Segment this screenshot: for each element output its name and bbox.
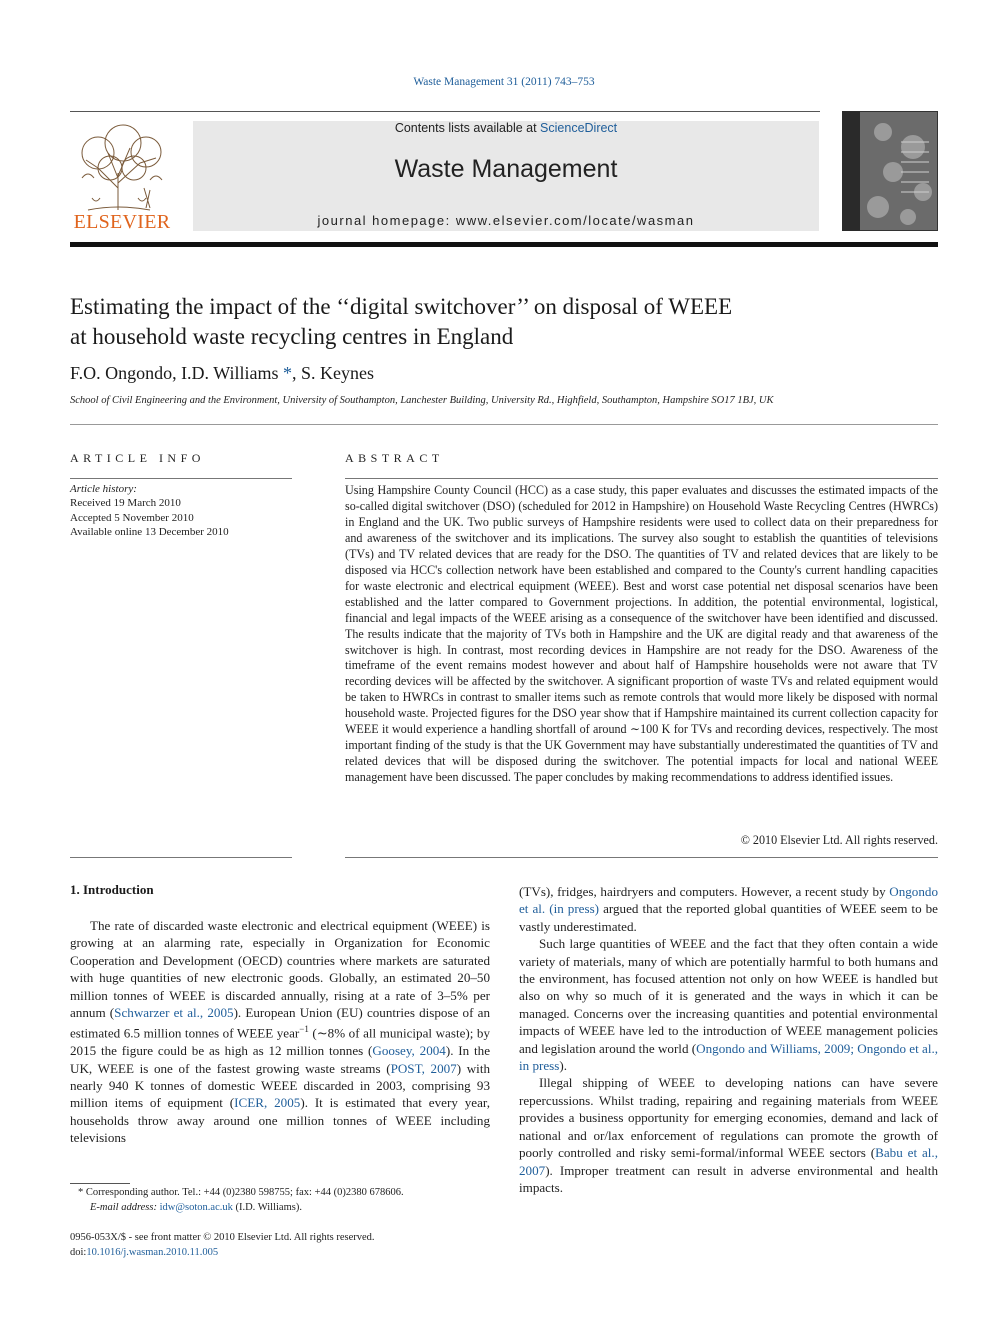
abstract-rule xyxy=(345,478,938,479)
issn-doi-block xyxy=(70,1231,375,1260)
article-info-rule xyxy=(70,478,292,479)
authors-last: , S. Keynes xyxy=(292,363,375,383)
header-divider xyxy=(70,111,820,112)
authors-first: F.O. Ongondo, I.D. Williams xyxy=(70,363,279,383)
journal-name: Waste Management xyxy=(394,155,618,183)
corresponding-author-footnote xyxy=(70,1186,500,1215)
footnote-contact: Corresponding author. Tel.: +44 (0)2380 598755; fax: +44 (0)2380 678606. xyxy=(83,1187,404,1198)
ref-schwarzer-2005[interactable]: Schwarzer et al., 2005 xyxy=(114,1005,234,1021)
elsevier-wordmark[interactable]: ELSEVIER xyxy=(73,211,171,233)
journal-citation[interactable]: Waste Management 31 (2011) 743–753 xyxy=(413,76,595,88)
article-history xyxy=(70,482,229,540)
author-email-link[interactable]: idw@soton.ac.uk xyxy=(159,1201,233,1213)
email-label: E-mail address: xyxy=(90,1201,160,1213)
intro-paragraph-2: Such large quantities of WEEE and the fact that they often contain a wide variety of materials, many of which are potentially harmful to both humans and the environment, has focused attention not only on how WEEE is handled but also on why so much of it is generated and the ways in which it can be managed. Concerns over the increasing quantities and potential environmental impacts of WEEE have led to the introduction of WEEE management policies and legislation around the world (Ongondo and Williams, 2009; Ongondo et al., in press). xyxy=(519,936,938,1074)
article-info-bottom-rule xyxy=(70,857,292,858)
title-line-1: Estimating the impact of the ‘‘digital switchover’’ on disposal of WEEE xyxy=(70,294,733,319)
body-column-right xyxy=(519,883,938,1196)
abstract-copyright: © 2010 Elsevier Ltd. All rights reserved. xyxy=(740,833,938,847)
history-label: Article history: xyxy=(70,483,137,495)
sciencedirect-link[interactable]: ScienceDirect xyxy=(540,121,618,135)
footnote-rule xyxy=(70,1183,130,1184)
doi-label: doi: xyxy=(70,1246,87,1258)
ref-goosey-2004[interactable]: Goosey, 2004 xyxy=(372,1043,446,1059)
author-list xyxy=(70,363,374,384)
title-line-2: at household waste recycling centres in England xyxy=(70,324,514,349)
footnote-mark: * xyxy=(78,1187,84,1198)
intro-paragraph-1-cont: (TVs), fridges, hairdryers and computers. However, a recent study by Ongondo et al. (in press) argued that the reported global quantities of WEEE seem to be vastly underestimated. xyxy=(519,884,938,934)
abstract-text: Using Hampshire County Council (HCC) as a case study, this paper evaluates and discusses the estimated impacts of the so-called digital switchover (DSO) (scheduled for 2012 in Hampshire) on Household Waste Recycling Centres (HWRCs) in England and the UK. Two public surveys of Hampshire residents were used to collect data on their preparedness for and awareness of the switchover and its implications. The survey also sought to establish the quantities of televisions (TVs) and TV related devices that are ready for the DSO. The quantities of TV and related devices that are likely to be disposed via HCC's collection network have been established and compared to the County's current handling capacities for waste electronic and electrical equipment (WEEE). Best and worst case potential net disposal scenarios have been established and the latter compared to Government projections. In addition, the potential environmental, logistical, financial and legal impacts of the WEEE arising as a consequence of the switchover have been identified and discussed. The results indicate that the majority of TVs both in Hampshire and the UK are digital ready and that awareness of the switchover is high. In contrast, most recording devices in Hampshire are not ready for the DSO. Awareness of the timeframe of the event remains modest however and about half of Hampshire households were not aware that TV recording devices will be affected by the switchover. A significant proportion of waste TVs and related equipment would be taken to HWRCs in contrast to smaller items such as remote controls that would more likely be disposed with normal household waste. Projected figures for the DSO year show that if Hampshire maintained its current collection capacity for WEEE it would experience a handling shortfall of around ∼100 K for TVs and recording devices, respectively. The most important finding of the study is that the UK Government may have substantially underestimated the quantities of TV and related devices that will be disposed during the switchover. The potential impacts for local and national WEEE management have been discussed. The paper concludes by making recommendations to address identified issues. xyxy=(345,483,938,785)
received-date: Received 19 March 2010 xyxy=(70,497,181,510)
intro-paragraph-3: Illegal shipping of WEEE to developing nations can have severe repercussions. Whilst trading, repairing and regaining materials from WEEE provides a business opportunity for emerging economies, demand and lack of national and or/lax enforcement of regulations can promote the growth of poorly controlled and risky semi-formal/informal WEEE sectors (Babu et al., 2007). Improper treatment can result in adverse environmental and health impacts. xyxy=(519,1075,938,1195)
article-info-heading: ARTICLE INFO xyxy=(70,451,205,465)
author-affiliation: School of Civil Engineering and the Environment, University of Southampton, Lanchester Building, University Rd., Highfield, Southampton, Hampshire SO17 1BJ, UK xyxy=(70,395,774,406)
title-divider xyxy=(70,424,938,425)
contents-line xyxy=(193,121,819,135)
body-column-left xyxy=(70,917,490,1147)
ref-post-2007[interactable]: POST, 2007 xyxy=(390,1060,457,1076)
ref-icer-2005[interactable]: ICER, 2005 xyxy=(234,1095,301,1111)
intro-paragraph-1: The rate of discarded waste electronic and electrical equipment (WEEE) is growing at an alarming rate, especially in Organization for Economic Cooperation and Development (OECD) countries where markets are saturated with huge quantities of new electronic goods. Globally, an estimated 20–50 million tonnes of WEEE is discarded annually, rising at a rate of 3–5% per annum (Schwarzer et al., 2005). European Union (EU) countries dispose of an estimated 6.5 million tonnes of WEEE year$^{-1}$ (∼8% of all municipal waste); by 2015 the figure could be as high as 12 million tonnes (Goosey, 2004). In the UK, WEEE is one of the fastest growing waste streams (POST, 2007) with nearly 940 K tonnes of domestic WEEE discarded in 2003, comprising 93 million items of equipment (ICER, 2005). It is estimated that every year, households throw away around one million tonnes of WEEE including televisions xyxy=(70,918,491,1146)
contents-prefix: Contents lists available at xyxy=(394,121,541,135)
ref-babu-2007[interactable]: Babu et al., 2007 xyxy=(519,1145,938,1178)
doi-link[interactable]: 10.1016/j.wasman.2010.11.005 xyxy=(86,1246,219,1258)
ref-ongondo-in-press[interactable]: Ongondo et al. (in press) xyxy=(519,884,938,917)
corresponding-author-mark[interactable]: * xyxy=(278,363,293,383)
header-thick-rule xyxy=(70,242,938,247)
article-title xyxy=(70,292,870,352)
introduction-heading: 1. Introduction xyxy=(70,882,154,897)
email-suffix: (I.D. Williams). xyxy=(232,1201,302,1213)
abstract-heading: ABSTRACT xyxy=(345,451,444,465)
journal-homepage[interactable]: journal homepage: www.elsevier.com/locate/wasman xyxy=(317,213,695,228)
ref-ongondo-williams-2009[interactable]: Ongondo and Williams, 2009; Ongondo et al., in press xyxy=(519,1040,938,1074)
abstract-bottom-rule xyxy=(345,857,938,858)
accepted-date: Accepted 5 November 2010 xyxy=(70,511,194,524)
issn-line: 0956-053X/$ - see front matter © 2010 Elsevier Ltd. All rights reserved. xyxy=(70,1232,375,1243)
online-date: Available online 13 December 2010 xyxy=(70,526,229,539)
cover-spine xyxy=(842,111,860,231)
